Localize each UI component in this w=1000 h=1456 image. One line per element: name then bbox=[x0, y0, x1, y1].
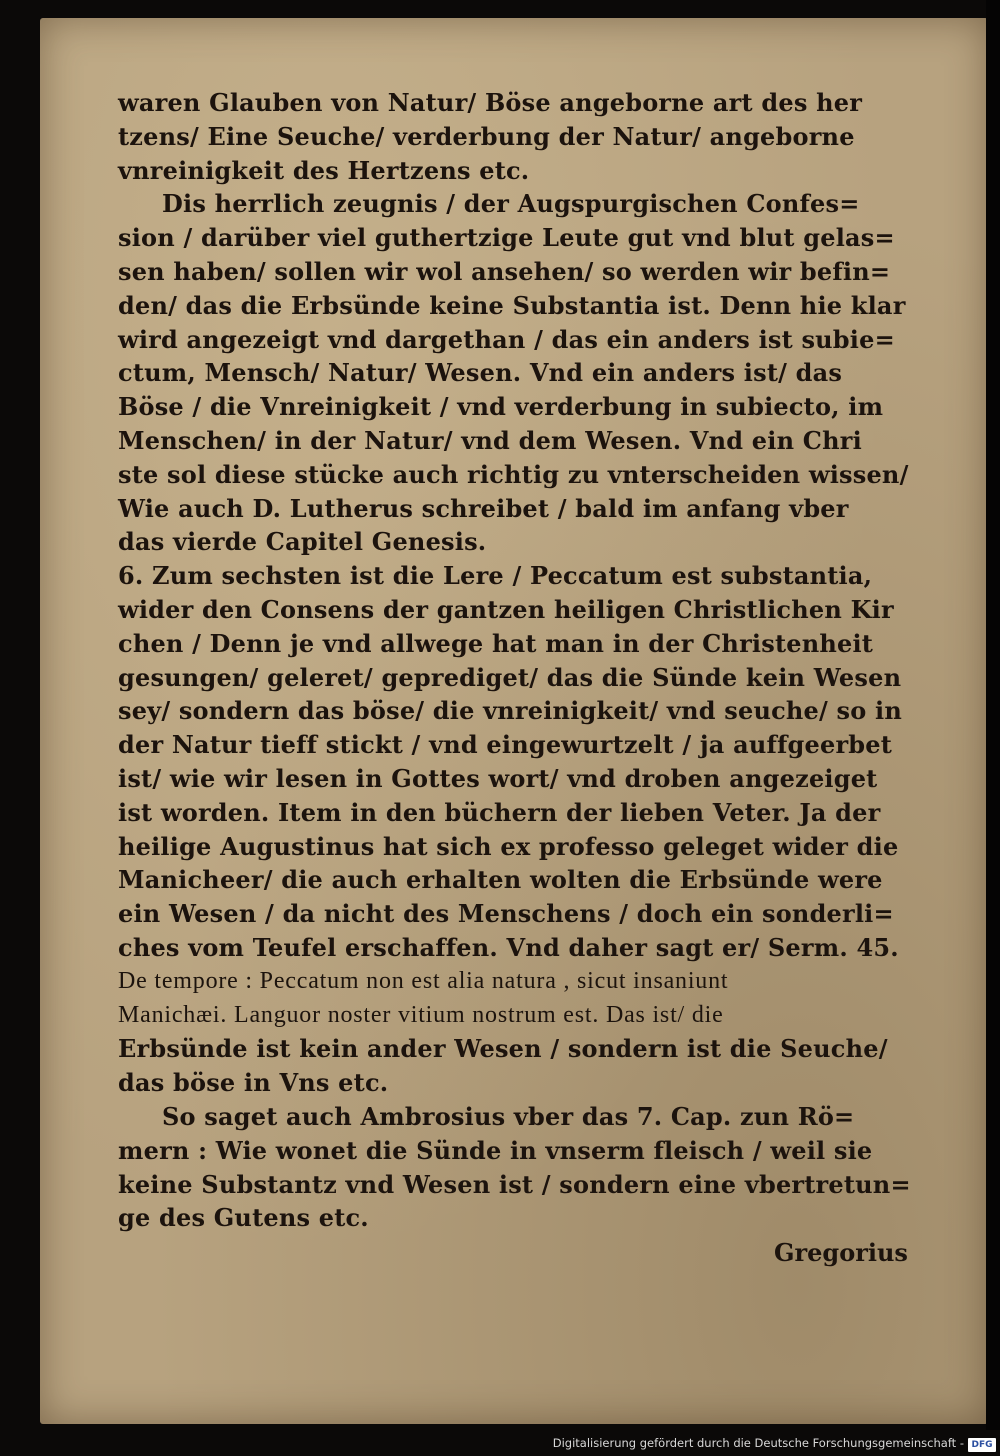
footer-credit-text: Digitalisierung gefördert durch die Deutsche Forschungsgemeinschaft - bbox=[552, 1436, 964, 1450]
text-line: 6. Zum sechsten ist die Lere / Peccatum est substantia, bbox=[118, 561, 873, 591]
text-line: ctum, Mensch/ Natur/ Wesen. Vnd ein anders ist/ das bbox=[118, 358, 843, 388]
footer-bar bbox=[0, 1430, 1000, 1456]
latin-quote-line: Manichæi. Languor noster vitium nostrum est. Das ist/ die bbox=[118, 1001, 724, 1028]
text-line: das vierde Capitel Genesis. bbox=[118, 527, 487, 557]
text-line: tzens/ Eine Seuche/ verderbung der Natur/ angeborne bbox=[118, 121, 855, 151]
text-line: ein Wesen / da nicht des Menschens / doch ein sonderli= bbox=[118, 899, 894, 929]
text-line: sey/ sondern das böse/ die vnreinigkeit/ vnd seuche/ so in bbox=[118, 696, 902, 726]
text-line: Wie auch D. Lutherus schreibet / bald im anfang vber bbox=[118, 493, 849, 523]
text-line: ste sol diese stücke auch richtig zu vnterscheiden wissen/ bbox=[118, 459, 909, 489]
dfg-logo: DFG bbox=[968, 1438, 996, 1452]
text-line: waren Glauben von Natur/ Böse angeborne art des her bbox=[118, 88, 863, 117]
text-line: sion / darüber viel guthertzige Leute gut vnd blut gelas= bbox=[118, 223, 895, 253]
text-line: Dis herrlich zeugnis / der Augspurgischen Confes= bbox=[162, 189, 860, 219]
text-line: Manicheer/ die auch erhalten wolten die Erbsünde were bbox=[118, 865, 883, 895]
text-line: mern : Wie wonet die Sünde in vnserm fleisch / weil sie bbox=[118, 1135, 873, 1165]
text-line: ches vom Teufel erschaffen. Vnd daher sagt er/ Serm. 45. bbox=[118, 932, 899, 962]
text-line: chen / Denn je vnd allwege hat man in der Christenheit bbox=[118, 628, 874, 658]
text-line: keine Substantz vnd Wesen ist / sondern eine vbertretun= bbox=[118, 1169, 911, 1199]
text-line: ist/ wie wir lesen in Gottes wort/ vnd droben angezeiget bbox=[118, 763, 878, 793]
text-line: Böse / die Vnreinigkeit / vnd verderbung in subiecto, im bbox=[118, 392, 884, 422]
text-line: den/ das die Erbsünde keine Substantia ist. Denn hie klar bbox=[118, 290, 906, 320]
text-line: das böse in Vns etc. bbox=[118, 1068, 389, 1098]
text-line: So saget auch Ambrosius vber das 7. Cap. zun Rö= bbox=[162, 1101, 855, 1131]
text-line: heilige Augustinus hat sich ex professo geleget wider die bbox=[118, 831, 899, 861]
page-text-block bbox=[118, 86, 918, 1235]
latin-quote-line: De tempore : Peccatum non est alia natura , sicut insaniunt bbox=[118, 967, 729, 994]
text-line: ist worden. Item in den büchern der lieben Veter. Ja der bbox=[118, 797, 881, 827]
text-line: wird angezeigt vnd dargethan / das ein anders ist subie= bbox=[118, 324, 895, 354]
text-line: der Natur tieff stickt / vnd eingewurtzelt / ja auffgeerbet bbox=[118, 730, 893, 760]
catchword: Gregorius bbox=[774, 1238, 908, 1267]
text-line: Erbsünde ist kein ander Wesen / sondern ist die Seuche/ bbox=[118, 1034, 888, 1064]
scan-border bbox=[986, 0, 1000, 1456]
text-line: wider den Consens der gantzen heiligen Christlichen Kir bbox=[118, 594, 894, 624]
text-line: gesungen/ geleret/ geprediget/ das die Sünde kein Wesen bbox=[118, 662, 902, 692]
text-line: ge des Gutens etc. bbox=[118, 1203, 369, 1233]
text-line: Menschen/ in der Natur/ vnd dem Wesen. Vnd ein Chri bbox=[118, 425, 862, 455]
text-line: vnreinigkeit des Hertzens etc. bbox=[118, 155, 530, 185]
text-line: sen haben/ sollen wir wol ansehen/ so werden wir befin= bbox=[118, 256, 891, 286]
